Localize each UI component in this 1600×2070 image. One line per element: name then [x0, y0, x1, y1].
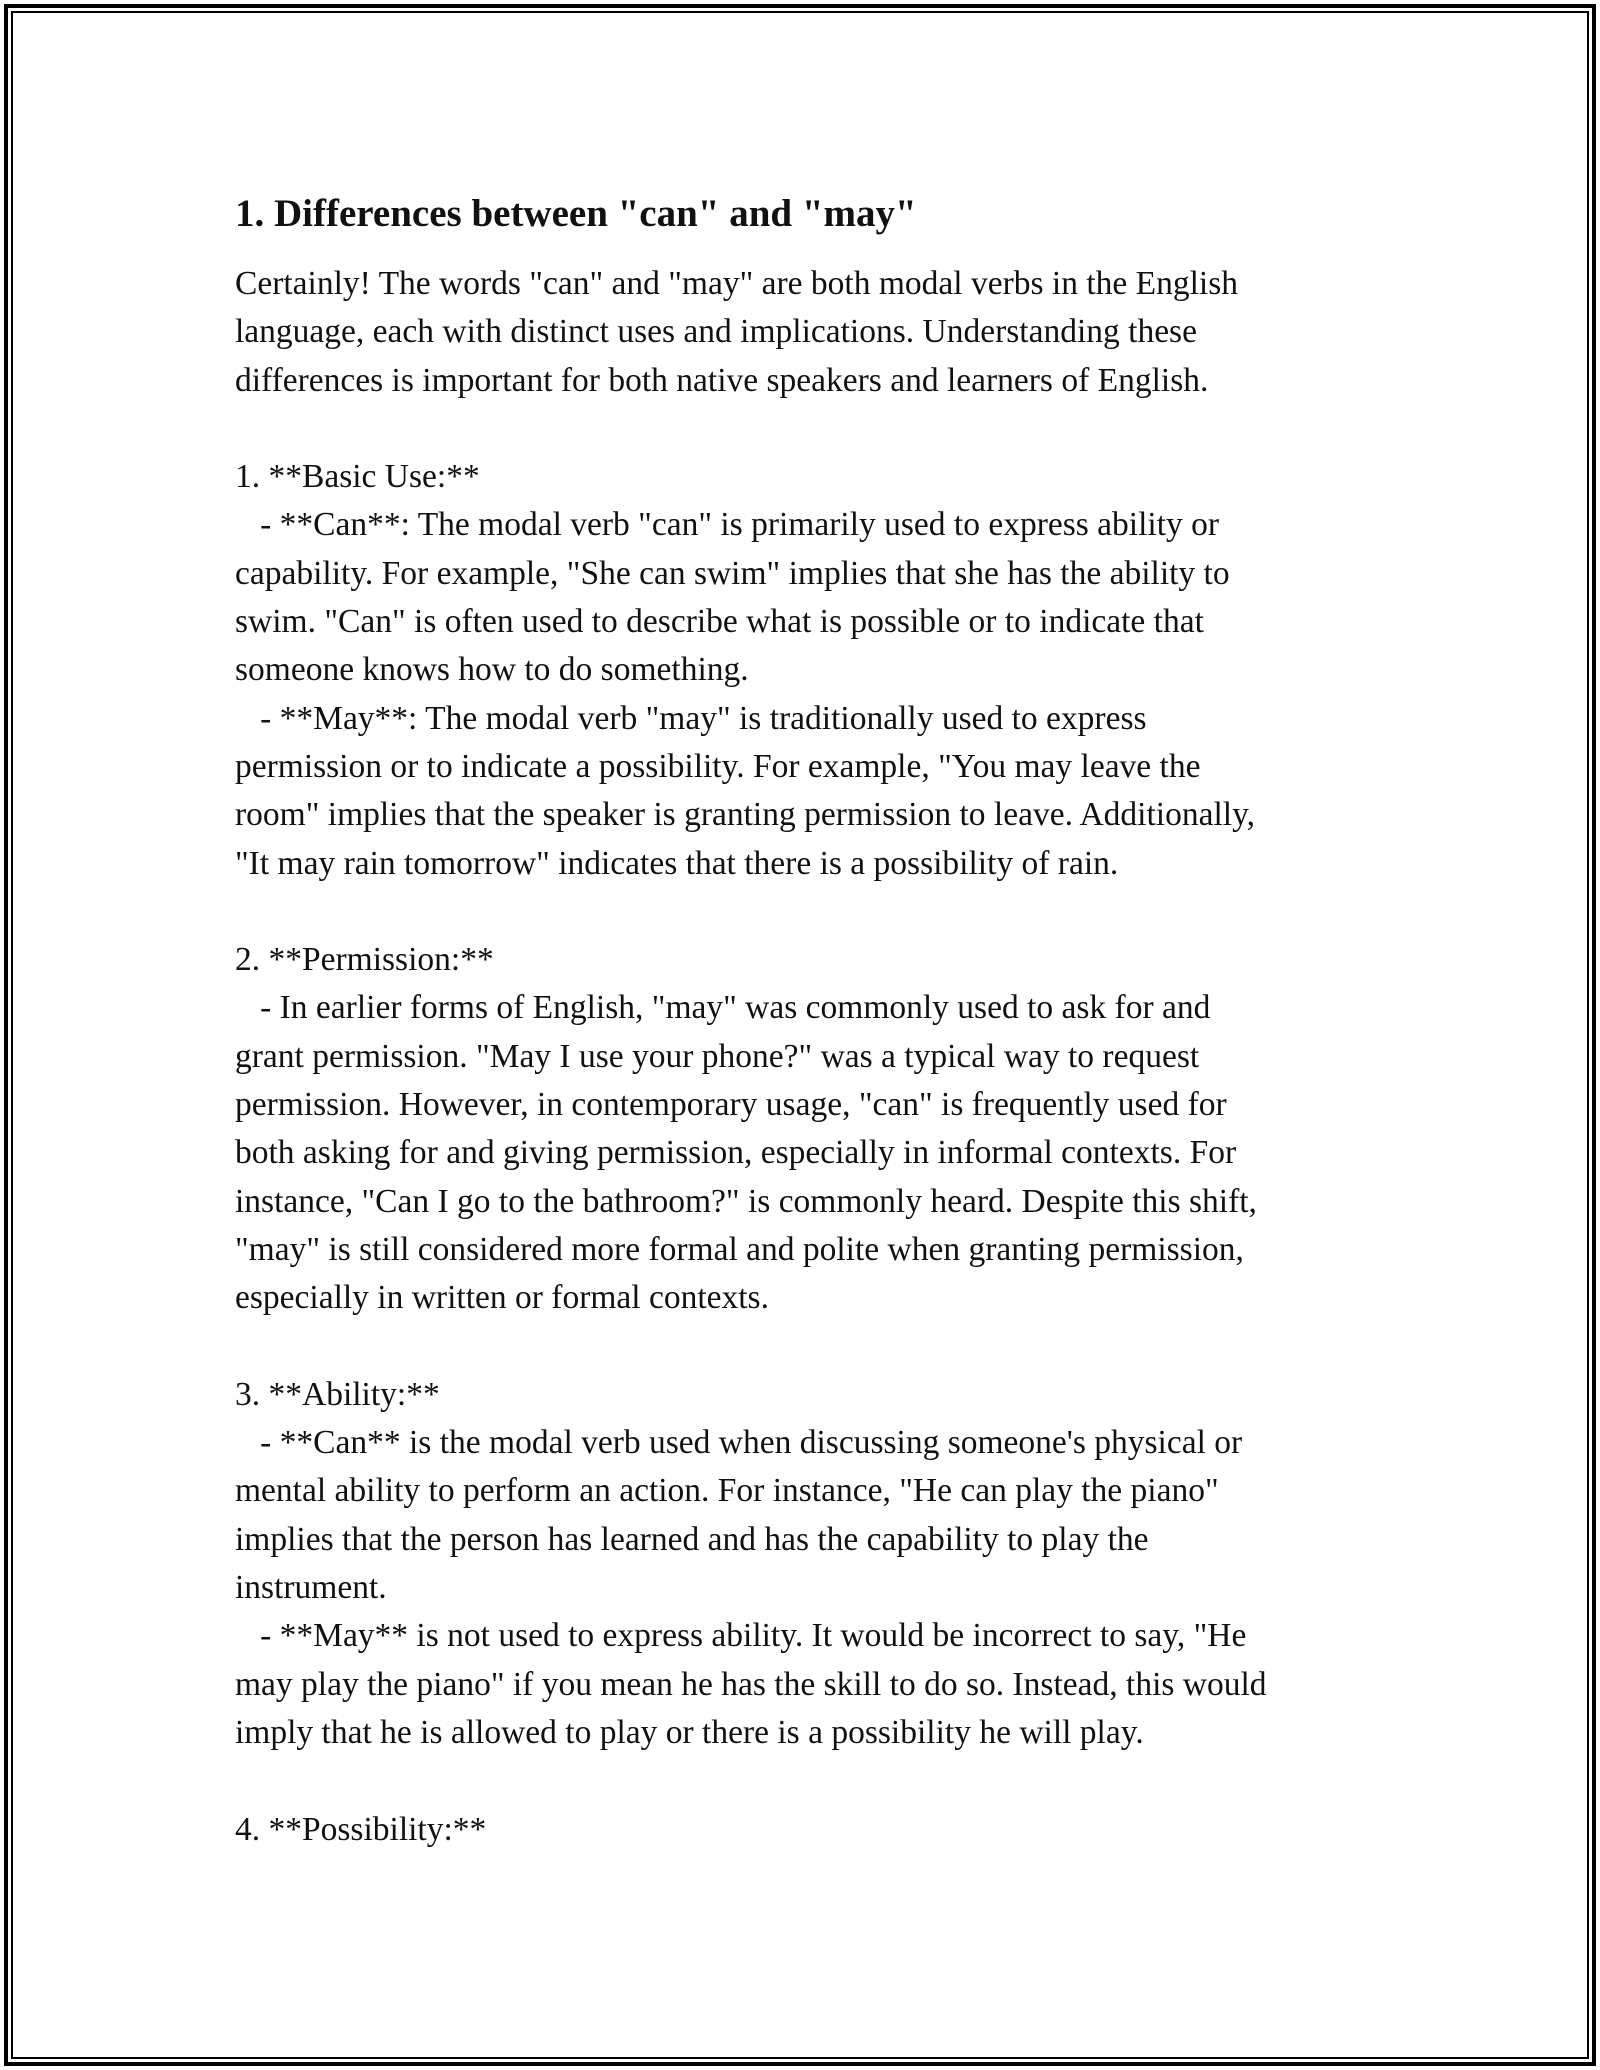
paragraph-gap: [235, 888, 1365, 936]
section-ability: 3. **Ability:** - **Can** is the modal verb used when discussing someone's physical or mental ability to perform an action. For instance, "He can play the piano" implies that the person has learned and has the capability to play the instrument. - **May** is not used to express ability. It would be incorrect to say, "He may play the piano" if you mean he has the skill to do so. Instead, this would imply that he is allowed to play or there is a possibility he will play.: [235, 1375, 1267, 1751]
paragraph-gap: [235, 1323, 1365, 1371]
section-basic-use: 1. **Basic Use:** - **Can**: The modal verb "can" is primarily used to express ability or capability. For example, "She can swim" implies that she has the ability to swim. "Can" is often used to describe what is possible or to indicate that someone knows how to do something. - **May**: The modal verb "may" is traditionally used to express permission or to indicate a possibility. For example, "You may leave the room" implies that the speaker is granting permission to leave. Additionally, "It may rain tomorrow" indicates that there is a possibility of rain.: [235, 458, 1256, 882]
section-permission: 2. **Permission:** - In earlier forms of English, "may" was commonly used to ask for and grant permission. "May I use your phone?" was a typical way to request permission. However, in contemporary usage, "can" is frequently used for both asking for and giving permission, especially in informal contexts. For instance, "Can I go to the bathroom?" is commonly heard. Despite this shift, "may" is still considered more formal and polite when granting permission, especially in written or formal contexts.: [235, 941, 1257, 1317]
paragraph-gap: [235, 1757, 1365, 1805]
document-heading: 1. Differences between "can" and "may": [235, 192, 917, 235]
document-page: [235, 188, 1365, 1854]
section-possibility: 4. **Possibility:**: [235, 1810, 487, 1848]
intro-paragraph: Certainly! The words "can" and "may" are both modal verbs in the English language, each with distinct uses and implications. Understanding these differences is important for both native speakers and learners of English.: [235, 265, 1239, 399]
paragraph-gap: [235, 405, 1365, 453]
